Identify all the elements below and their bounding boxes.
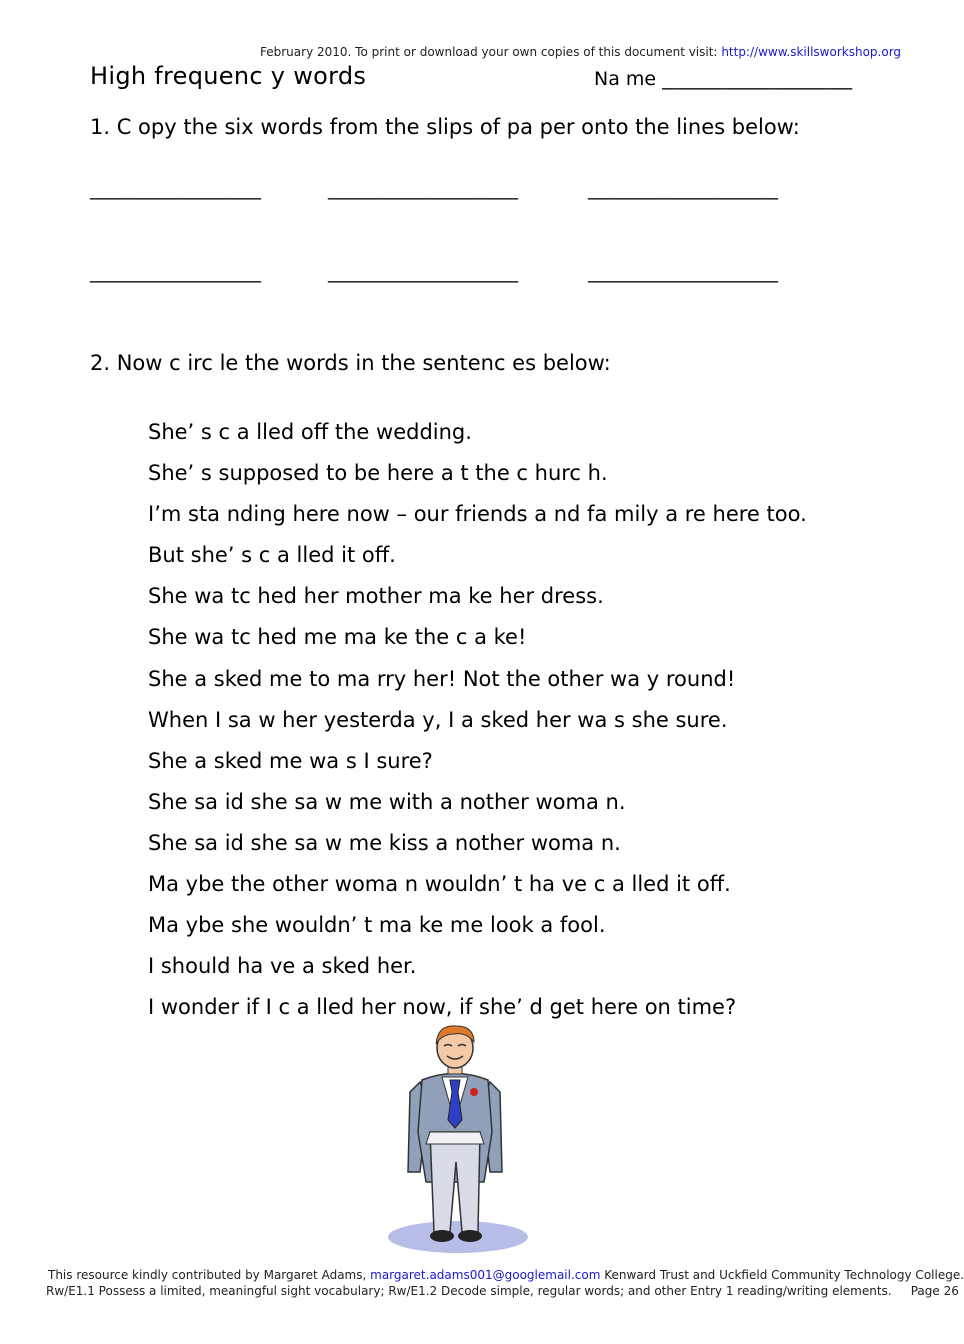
sentence-list	[148, 417, 807, 1033]
groom-illustration	[380, 1022, 530, 1260]
sentence: Ma ybe the other woma n wouldn’ t ha ve c a lled it off.	[148, 872, 731, 897]
footer-credit-text: This resource kindly contributed by Margaret Adams,	[48, 1268, 367, 1282]
question-2: 2. Now c irc le the words in the sentenc es below:	[90, 351, 611, 375]
website-link[interactable]: http://www.skillsworkshop.org	[721, 45, 902, 59]
answer-line: ____________________	[588, 261, 778, 283]
answer-line: ____________________	[328, 261, 518, 283]
sentence: She wa tc hed her mother ma ke her dress.	[148, 584, 604, 609]
question-1: 1. C opy the six words from the slips of pa per onto the lines below:	[90, 115, 800, 139]
floor-shadow	[388, 1221, 528, 1253]
sentence: I’m sta nding here now – our friends a nd fa mily a re here too.	[148, 502, 807, 527]
sentence: She a sked me to ma rry her! Not the other wa y round!	[148, 666, 736, 691]
sentence: She sa id she sa w me with a nother woma n.	[148, 789, 626, 814]
footer-credit	[48, 1268, 964, 1282]
sentence: I wonder if I c a lled her now, if she’ d get here on time?	[148, 995, 737, 1020]
right-shoe	[458, 1230, 482, 1242]
sentence: She a sked me wa s I sure?	[148, 748, 433, 773]
answer-line: __________________	[90, 178, 261, 200]
sentence: She’ s supposed to be here a t the c hurc h.	[148, 461, 608, 486]
answer-line: ____________________	[328, 178, 518, 200]
curriculum-text: Rw/E1.1 Possess a limited, meaningful sight vocabulary; Rw/E1.2 Decode simple, regular words; and other Entry 1 reading/writing elements.	[46, 1284, 892, 1298]
page-number: Page 26	[910, 1284, 959, 1298]
footer-curriculum	[46, 1284, 959, 1298]
left-shoe	[430, 1230, 454, 1242]
trousers	[430, 1132, 480, 1232]
sentence: I should ha ve a sked her.	[148, 954, 417, 979]
buttonhole-flower	[470, 1088, 478, 1096]
page-title: High frequenc y words	[90, 62, 367, 90]
sentence: She sa id she sa w me kiss a nother woma n.	[148, 830, 621, 855]
header-note-text: February 2010. To print or download your own copies of this document visit:	[260, 45, 718, 59]
sentence: She’ s c a lled off the wedding.	[148, 420, 472, 444]
waist-shirt	[426, 1132, 484, 1144]
sentence: When I sa w her yesterda y, I a sked her wa s she sure.	[148, 707, 728, 732]
header-note	[260, 45, 901, 59]
answer-line: ____________________	[588, 178, 778, 200]
sentence: But she’ s c a lled it off.	[148, 543, 396, 568]
name-field: Na me ____________________	[594, 68, 853, 90]
sentence: Ma ybe she wouldn’ t ma ke me look a fool.	[148, 913, 606, 938]
answer-line: __________________	[90, 261, 261, 283]
sentence: She wa tc hed me ma ke the c a ke!	[148, 625, 527, 650]
footer-credit-org: Kenward Trust and Uckfield Community Technology College.	[604, 1268, 964, 1282]
contributor-email-link[interactable]: margaret.adams001@googlemail.com	[370, 1268, 601, 1282]
